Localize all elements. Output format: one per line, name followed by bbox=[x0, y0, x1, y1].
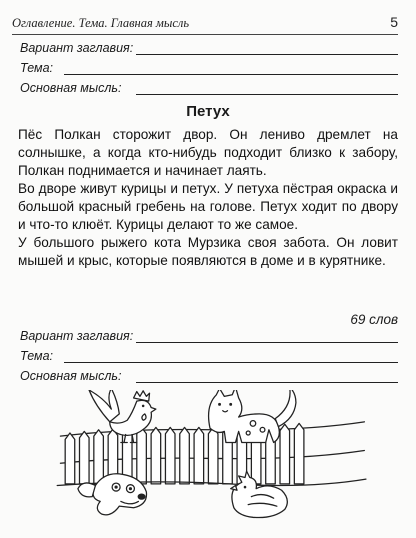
story-text bbox=[18, 126, 398, 270]
header-rule bbox=[12, 34, 398, 35]
title-variant-line[interactable] bbox=[136, 342, 398, 343]
bottom-title-variant-field[interactable] bbox=[20, 294, 398, 314]
word-count: 69 слов bbox=[350, 312, 398, 327]
page-header bbox=[12, 14, 398, 34]
main-idea-label: Основная мысль: bbox=[20, 369, 122, 383]
top-theme-field[interactable] bbox=[20, 58, 398, 78]
title-variant-label: Вариант заглавия: bbox=[20, 41, 134, 55]
story-title: Петух bbox=[186, 103, 230, 120]
title-variant-label: Вариант заглавия: bbox=[20, 329, 134, 343]
theme-line[interactable] bbox=[64, 74, 398, 75]
story-paragraph: Во дворе живут курицы и петух. У петуха пёстрая окраска и большой красный гребень на голове. Петух ходит по двору и что-то клюёт. Курицы делают то же самое. bbox=[18, 181, 398, 232]
bottom-theme-field[interactable] bbox=[20, 346, 398, 366]
main-idea-line[interactable] bbox=[136, 382, 398, 383]
theme-label: Тема: bbox=[20, 349, 54, 363]
main-idea-line[interactable] bbox=[136, 94, 398, 95]
theme-label: Тема: bbox=[20, 61, 54, 75]
theme-line[interactable] bbox=[64, 362, 398, 363]
farmyard-illustration bbox=[14, 390, 406, 538]
title-variant-line[interactable] bbox=[136, 54, 398, 55]
story-paragraph: Пёс Полкан сторожит двор. Он лениво дремлет на солнышке, а когда кто-нибудь подходит близко к забору, Полкан поднимается и начинает лаять. bbox=[18, 127, 398, 178]
section-title: Оглавление. Тема. Главная мысль bbox=[12, 16, 190, 30]
page-number: 5 bbox=[390, 14, 398, 30]
bottom-main-idea-field[interactable] bbox=[20, 366, 398, 386]
main-idea-label: Основная мысль: bbox=[20, 81, 122, 95]
story-paragraph: У большого рыжего кота Мурзика своя забота. Он ловит мышей и крыс, которые появляются в доме и в курятнике. bbox=[18, 235, 398, 268]
bottom-title-variant-field-row[interactable] bbox=[20, 326, 398, 346]
top-main-idea-field[interactable] bbox=[20, 78, 398, 98]
top-title-variant-field[interactable] bbox=[20, 38, 398, 58]
fence-drawing bbox=[57, 422, 366, 486]
